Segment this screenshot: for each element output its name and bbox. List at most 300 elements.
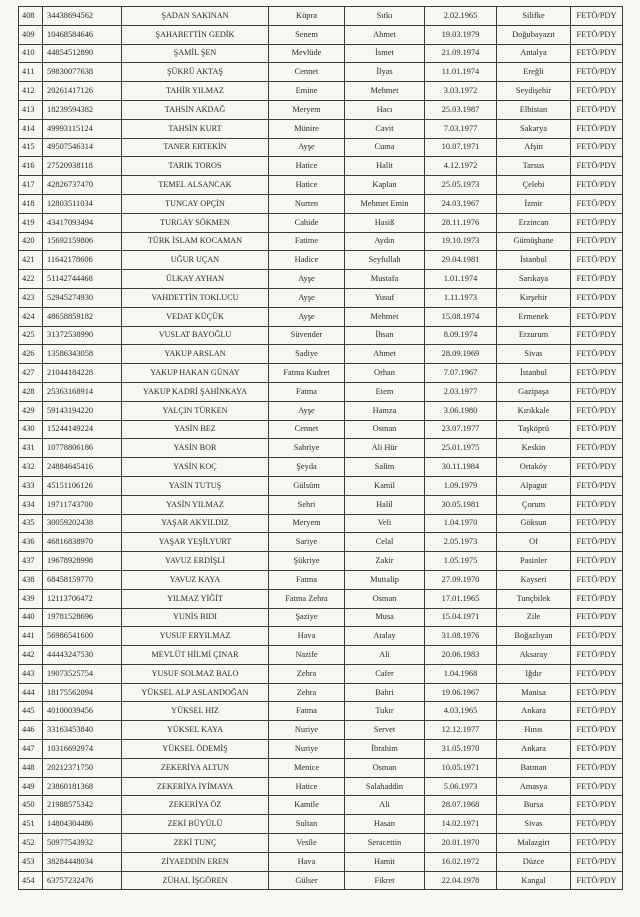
father-name-cell: Yusuf (345, 288, 425, 307)
birth-place-cell: Tunçbilek (497, 589, 571, 608)
mother-name-cell: Ayşe (269, 138, 345, 157)
birth-place-cell: Sivas (497, 345, 571, 364)
id-number-cell: 19073525754 (43, 664, 122, 683)
father-name-cell: Ali Hür (345, 439, 425, 458)
organization-cell: FETÖ/PDY (571, 270, 623, 289)
id-number-cell: 15692159806 (43, 232, 122, 251)
birth-place-cell: Malazgirt (497, 834, 571, 853)
full-name-cell: YASİN BOR (122, 439, 269, 458)
mother-name-cell: Ayşe (269, 288, 345, 307)
birth-place-cell: Boğazlıyan (497, 627, 571, 646)
table-row (19, 871, 623, 890)
full-name-cell: YASİN YILMAZ (122, 495, 269, 514)
birth-place-cell: Ankara (497, 702, 571, 721)
table-row (19, 270, 623, 289)
father-name-cell: Celal (345, 533, 425, 552)
father-name-cell: Halit (345, 157, 425, 176)
row-number-cell: 417 (19, 176, 43, 195)
organization-cell: FETÖ/PDY (571, 721, 623, 740)
mother-name-cell: Senem (269, 25, 345, 44)
table-row (19, 326, 623, 345)
father-name-cell: Musa (345, 608, 425, 627)
id-number-cell: 18239594382 (43, 100, 122, 119)
full-name-cell: TAHSİN AKDAĞ (122, 100, 269, 119)
mother-name-cell: Cennet (269, 63, 345, 82)
birth-date-cell: 8.09.1974 (425, 326, 497, 345)
full-name-cell: ZEKERİYA İYİMAYA (122, 777, 269, 796)
organization-cell: FETÖ/PDY (571, 777, 623, 796)
id-number-cell: 12113706472 (43, 589, 122, 608)
birth-place-cell: Silifke (497, 7, 571, 26)
birth-place-cell: Hınıs (497, 721, 571, 740)
organization-cell: FETÖ/PDY (571, 683, 623, 702)
birth-date-cell: 1.04.1970 (425, 514, 497, 533)
row-number-cell: 436 (19, 533, 43, 552)
mother-name-cell: Nazife (269, 646, 345, 665)
full-name-cell: TEMEL ALSANCAK (122, 176, 269, 195)
table-row (19, 777, 623, 796)
id-number-cell: 31372538990 (43, 326, 122, 345)
birth-place-cell: Taşköprü (497, 420, 571, 439)
birth-place-cell: Kayseri (497, 570, 571, 589)
row-number-cell: 438 (19, 570, 43, 589)
birth-place-cell: Ereğli (497, 63, 571, 82)
organization-cell: FETÖ/PDY (571, 439, 623, 458)
birth-date-cell: 16.02.1972 (425, 852, 497, 871)
id-number-cell: 68458159770 (43, 570, 122, 589)
full-name-cell: ŞÜKRÜ AKTAŞ (122, 63, 269, 82)
organization-cell: FETÖ/PDY (571, 63, 623, 82)
row-number-cell: 435 (19, 514, 43, 533)
father-name-cell: Cuma (345, 138, 425, 157)
organization-cell: FETÖ/PDY (571, 213, 623, 232)
id-number-cell: 38284448034 (43, 852, 122, 871)
birth-place-cell: Gümüşhane (497, 232, 571, 251)
father-name-cell: Salahaddin (345, 777, 425, 796)
father-name-cell: Mustafa (345, 270, 425, 289)
birth-place-cell: Erzincan (497, 213, 571, 232)
row-number-cell: 454 (19, 871, 43, 890)
row-number-cell: 431 (19, 439, 43, 458)
organization-cell: FETÖ/PDY (571, 815, 623, 834)
table-row (19, 570, 623, 589)
birth-date-cell: 25.05.1973 (425, 176, 497, 195)
organization-cell: FETÖ/PDY (571, 307, 623, 326)
birth-place-cell: İstanbul (497, 251, 571, 270)
father-name-cell: Hacı (345, 100, 425, 119)
id-number-cell: 11642178606 (43, 251, 122, 270)
father-name-cell: Osman (345, 758, 425, 777)
mother-name-cell: Hadice (269, 251, 345, 270)
table-row (19, 646, 623, 665)
birth-date-cell: 1.09.1979 (425, 476, 497, 495)
organization-cell: FETÖ/PDY (571, 138, 623, 157)
full-name-cell: TURGAY SÖKMEN (122, 213, 269, 232)
birth-date-cell: 23.07.1977 (425, 420, 497, 439)
birth-place-cell: Kangal (497, 871, 571, 890)
row-number-cell: 416 (19, 157, 43, 176)
mother-name-cell: Ayşe (269, 270, 345, 289)
id-number-cell: 52945274930 (43, 288, 122, 307)
organization-cell: FETÖ/PDY (571, 288, 623, 307)
mother-name-cell: Ayşe (269, 307, 345, 326)
full-name-cell: YAVUZ KAYA (122, 570, 269, 589)
id-number-cell: 10316692974 (43, 740, 122, 759)
row-number-cell: 441 (19, 627, 43, 646)
full-name-cell: YAŞAR AKYILDIZ (122, 514, 269, 533)
table-row (19, 307, 623, 326)
row-number-cell: 427 (19, 364, 43, 383)
row-number-cell: 450 (19, 796, 43, 815)
id-number-cell: 20261417126 (43, 82, 122, 101)
id-number-cell: 13586343058 (43, 345, 122, 364)
birth-date-cell: 20.06.1983 (425, 646, 497, 665)
full-name-cell: YAKUP KADRİ ŞAHİNKAYA (122, 382, 269, 401)
table-row (19, 514, 623, 533)
father-name-cell: Cafer (345, 664, 425, 683)
row-number-cell: 446 (19, 721, 43, 740)
full-name-cell: YILMAZ YİĞİT (122, 589, 269, 608)
full-name-cell: YASİN KOÇ (122, 458, 269, 477)
mother-name-cell: Fatime (269, 232, 345, 251)
father-name-cell: Ali (345, 796, 425, 815)
full-name-cell: YAŞAR YEŞİLYURT (122, 533, 269, 552)
id-number-cell: 59143194220 (43, 401, 122, 420)
table-row (19, 232, 623, 251)
mother-name-cell: Sehri (269, 495, 345, 514)
birth-place-cell: Alpagut (497, 476, 571, 495)
birth-place-cell: Sakarya (497, 119, 571, 138)
table-row (19, 815, 623, 834)
father-name-cell: İlyas (345, 63, 425, 82)
organization-cell: FETÖ/PDY (571, 157, 623, 176)
father-name-cell: Salim (345, 458, 425, 477)
birth-place-cell: Kırıkkale (497, 401, 571, 420)
full-name-cell: ZİYAEDDİN EREN (122, 852, 269, 871)
table-row (19, 476, 623, 495)
table-row (19, 740, 623, 759)
organization-cell: FETÖ/PDY (571, 871, 623, 890)
id-number-cell: 10778806186 (43, 439, 122, 458)
table-row (19, 82, 623, 101)
row-number-cell: 421 (19, 251, 43, 270)
birth-place-cell: Zile (497, 608, 571, 627)
mother-name-cell: Gülser (269, 871, 345, 890)
table-row (19, 589, 623, 608)
father-name-cell: Osman (345, 589, 425, 608)
birth-date-cell: 14.02.1971 (425, 815, 497, 834)
birth-place-cell: Erzurum (497, 326, 571, 345)
birth-place-cell: Doğubayazıt (497, 25, 571, 44)
organization-cell: FETÖ/PDY (571, 514, 623, 533)
mother-name-cell: Emine (269, 82, 345, 101)
organization-cell: FETÖ/PDY (571, 834, 623, 853)
organization-cell: FETÖ/PDY (571, 458, 623, 477)
birth-place-cell: Ortaköy (497, 458, 571, 477)
birth-place-cell: Aksaray (497, 646, 571, 665)
document-page (18, 6, 622, 890)
birth-place-cell: Sarıkaya (497, 270, 571, 289)
organization-cell: FETÖ/PDY (571, 570, 623, 589)
organization-cell: FETÖ/PDY (571, 7, 623, 26)
full-name-cell: YÜKSEL KAYA (122, 721, 269, 740)
father-name-cell: Aydın (345, 232, 425, 251)
organization-cell: FETÖ/PDY (571, 533, 623, 552)
table-row (19, 63, 623, 82)
mother-name-cell: Nuriye (269, 740, 345, 759)
birth-date-cell: 28.11.1976 (425, 213, 497, 232)
mother-name-cell: Fatma (269, 570, 345, 589)
id-number-cell: 25363168914 (43, 382, 122, 401)
birth-place-cell: Çorum (497, 495, 571, 514)
birth-date-cell: 1.05.1975 (425, 552, 497, 571)
row-number-cell: 428 (19, 382, 43, 401)
organization-cell: FETÖ/PDY (571, 345, 623, 364)
full-name-cell: YUSUF SOLMAZ BALO (122, 664, 269, 683)
full-name-cell: YASİN BEZ (122, 420, 269, 439)
full-name-cell: YUSUF ERYILMAZ (122, 627, 269, 646)
id-number-cell: 19711743700 (43, 495, 122, 514)
organization-cell: FETÖ/PDY (571, 100, 623, 119)
id-number-cell: 19781528696 (43, 608, 122, 627)
birth-place-cell: Düzce (497, 852, 571, 871)
mother-name-cell: Şeyda (269, 458, 345, 477)
full-name-cell: VAHDETTİN TOKLUCU (122, 288, 269, 307)
table-body (19, 7, 623, 890)
father-name-cell: Seyfullah (345, 251, 425, 270)
id-number-cell: 14804304486 (43, 815, 122, 834)
birth-date-cell: 3.06.1980 (425, 401, 497, 420)
father-name-cell: Fikret (345, 871, 425, 890)
row-number-cell: 452 (19, 834, 43, 853)
id-number-cell: 46816838970 (43, 533, 122, 552)
birth-place-cell: Batman (497, 758, 571, 777)
birth-place-cell: Sivas (497, 815, 571, 834)
mother-name-cell: Cennet (269, 420, 345, 439)
id-number-cell: 30059202438 (43, 514, 122, 533)
row-number-cell: 420 (19, 232, 43, 251)
mother-name-cell: Nuriye (269, 721, 345, 740)
birth-date-cell: 1.11.1973 (425, 288, 497, 307)
id-number-cell: 49993115124 (43, 119, 122, 138)
mother-name-cell: Ayşe (269, 401, 345, 420)
mother-name-cell: Sariye (269, 533, 345, 552)
organization-cell: FETÖ/PDY (571, 25, 623, 44)
table-row (19, 758, 623, 777)
birth-date-cell: 4.12.1972 (425, 157, 497, 176)
birth-place-cell: Ankara (497, 740, 571, 759)
father-name-cell: Ali (345, 646, 425, 665)
organization-cell: FETÖ/PDY (571, 326, 623, 345)
full-name-cell: YAVUZ ERDİŞLİ (122, 552, 269, 571)
id-number-cell: 15244149224 (43, 420, 122, 439)
full-name-cell: YAKUP ARSLAN (122, 345, 269, 364)
id-number-cell: 51142744468 (43, 270, 122, 289)
organization-cell: FETÖ/PDY (571, 646, 623, 665)
birth-date-cell: 28.09.1969 (425, 345, 497, 364)
full-name-cell: YUNİS BIDI (122, 608, 269, 627)
row-number-cell: 437 (19, 552, 43, 571)
father-name-cell: Bahri (345, 683, 425, 702)
mother-name-cell: Nurten (269, 194, 345, 213)
father-name-cell: Ahmet (345, 25, 425, 44)
id-number-cell: 20212371750 (43, 758, 122, 777)
father-name-cell: Mehmet (345, 307, 425, 326)
birth-date-cell: 21.09.1974 (425, 44, 497, 63)
id-number-cell: 44854512890 (43, 44, 122, 63)
mother-name-cell: Fatma Kudret (269, 364, 345, 383)
father-name-cell: Hamza (345, 401, 425, 420)
organization-cell: FETÖ/PDY (571, 627, 623, 646)
mother-name-cell: Zehra (269, 664, 345, 683)
id-number-cell: 12803511034 (43, 194, 122, 213)
full-name-cell: ŞAHABETTİN GEDİK (122, 25, 269, 44)
id-number-cell: 21988575342 (43, 796, 122, 815)
father-name-cell: Hasiß (345, 213, 425, 232)
table-row (19, 834, 623, 853)
organization-cell: FETÖ/PDY (571, 176, 623, 195)
table-row (19, 721, 623, 740)
row-number-cell: 425 (19, 326, 43, 345)
father-name-cell: Mehmet Emin (345, 194, 425, 213)
mother-name-cell: Meryem (269, 100, 345, 119)
row-number-cell: 418 (19, 194, 43, 213)
birth-place-cell: Elbistan (497, 100, 571, 119)
mother-name-cell: Hava (269, 852, 345, 871)
organization-cell: FETÖ/PDY (571, 552, 623, 571)
father-name-cell: İbrahim (345, 740, 425, 759)
row-number-cell: 433 (19, 476, 43, 495)
table-row (19, 157, 623, 176)
father-name-cell: Seracettin (345, 834, 425, 853)
row-number-cell: 409 (19, 25, 43, 44)
birth-date-cell: 19.03.1979 (425, 25, 497, 44)
row-number-cell: 448 (19, 758, 43, 777)
birth-place-cell: Antalya (497, 44, 571, 63)
mother-name-cell: Hava (269, 627, 345, 646)
full-name-cell: YAKUP HAKAN GÜNAY (122, 364, 269, 383)
row-number-cell: 410 (19, 44, 43, 63)
father-name-cell: Etem (345, 382, 425, 401)
organization-cell: FETÖ/PDY (571, 420, 623, 439)
birth-date-cell: 3.03.1972 (425, 82, 497, 101)
birth-place-cell: Manisa (497, 683, 571, 702)
birth-date-cell: 11.01.1974 (425, 63, 497, 82)
table-row (19, 138, 623, 157)
birth-date-cell: 1.01.1974 (425, 270, 497, 289)
row-number-cell: 449 (19, 777, 43, 796)
father-name-cell: İsmet (345, 44, 425, 63)
mother-name-cell: Cahide (269, 213, 345, 232)
birth-date-cell: 4.03.1965 (425, 702, 497, 721)
row-number-cell: 414 (19, 119, 43, 138)
table-row (19, 702, 623, 721)
organization-cell: FETÖ/PDY (571, 589, 623, 608)
mother-name-cell: Küpra (269, 7, 345, 26)
table-row (19, 119, 623, 138)
birth-place-cell: Gazipaşa (497, 382, 571, 401)
id-number-cell: 42826737470 (43, 176, 122, 195)
mother-name-cell: Fatma (269, 702, 345, 721)
father-name-cell: Halil (345, 495, 425, 514)
organization-cell: FETÖ/PDY (571, 758, 623, 777)
mother-name-cell: Sabriye (269, 439, 345, 458)
birth-date-cell: 27.09.1970 (425, 570, 497, 589)
id-number-cell: 24884645416 (43, 458, 122, 477)
id-number-cell: 34438694562 (43, 7, 122, 26)
birth-date-cell: 2.02.1965 (425, 7, 497, 26)
father-name-cell: Orhan (345, 364, 425, 383)
id-number-cell: 18175562094 (43, 683, 122, 702)
mother-name-cell: Zehra (269, 683, 345, 702)
organization-cell: FETÖ/PDY (571, 232, 623, 251)
father-name-cell: Muttalip (345, 570, 425, 589)
full-name-cell: ZÜHAL İŞGÖREN (122, 871, 269, 890)
id-number-cell: 43417093494 (43, 213, 122, 232)
table-row (19, 533, 623, 552)
birth-place-cell: Çelebi (497, 176, 571, 195)
id-number-cell: 10468584646 (43, 25, 122, 44)
birth-place-cell: Keskin (497, 439, 571, 458)
birth-date-cell: 7.03.1977 (425, 119, 497, 138)
full-name-cell: TARIK TOROS (122, 157, 269, 176)
birth-date-cell: 29.04.1981 (425, 251, 497, 270)
birth-place-cell: Seydişehir (497, 82, 571, 101)
id-number-cell: 59830077638 (43, 63, 122, 82)
birth-place-cell: İstanbul (497, 364, 571, 383)
organization-cell: FETÖ/PDY (571, 796, 623, 815)
id-number-cell: 23860181368 (43, 777, 122, 796)
table-row (19, 251, 623, 270)
birth-date-cell: 2.03.1977 (425, 382, 497, 401)
father-name-cell: Kamil (345, 476, 425, 495)
birth-date-cell: 28.07.1968 (425, 796, 497, 815)
birth-date-cell: 2.05.1973 (425, 533, 497, 552)
table-row (19, 7, 623, 26)
row-number-cell: 443 (19, 664, 43, 683)
row-number-cell: 444 (19, 683, 43, 702)
mother-name-cell: Şükriye (269, 552, 345, 571)
mother-name-cell: Fatma Zehra (269, 589, 345, 608)
mother-name-cell: Münire (269, 119, 345, 138)
mother-name-cell: Kamile (269, 796, 345, 815)
birth-date-cell: 17.01.1965 (425, 589, 497, 608)
birth-date-cell: 1.04.1968 (425, 664, 497, 683)
organization-cell: FETÖ/PDY (571, 44, 623, 63)
birth-place-cell: Afşin (497, 138, 571, 157)
row-number-cell: 429 (19, 401, 43, 420)
full-name-cell: VEDAT KÜÇÜK (122, 307, 269, 326)
organization-cell: FETÖ/PDY (571, 702, 623, 721)
organization-cell: FETÖ/PDY (571, 364, 623, 383)
row-number-cell: 434 (19, 495, 43, 514)
table-row (19, 608, 623, 627)
table-row (19, 495, 623, 514)
table-row (19, 44, 623, 63)
row-number-cell: 424 (19, 307, 43, 326)
full-name-cell: ÜLKAY AYHAN (122, 270, 269, 289)
full-name-cell: ZEKİ BÜYÜLÜ (122, 815, 269, 834)
row-number-cell: 422 (19, 270, 43, 289)
row-number-cell: 426 (19, 345, 43, 364)
birth-place-cell: Of (497, 533, 571, 552)
birth-date-cell: 15.04.1971 (425, 608, 497, 627)
father-name-cell: Osman (345, 420, 425, 439)
id-number-cell: 33163453840 (43, 721, 122, 740)
row-number-cell: 453 (19, 852, 43, 871)
id-number-cell: 63757232476 (43, 871, 122, 890)
organization-cell: FETÖ/PDY (571, 82, 623, 101)
